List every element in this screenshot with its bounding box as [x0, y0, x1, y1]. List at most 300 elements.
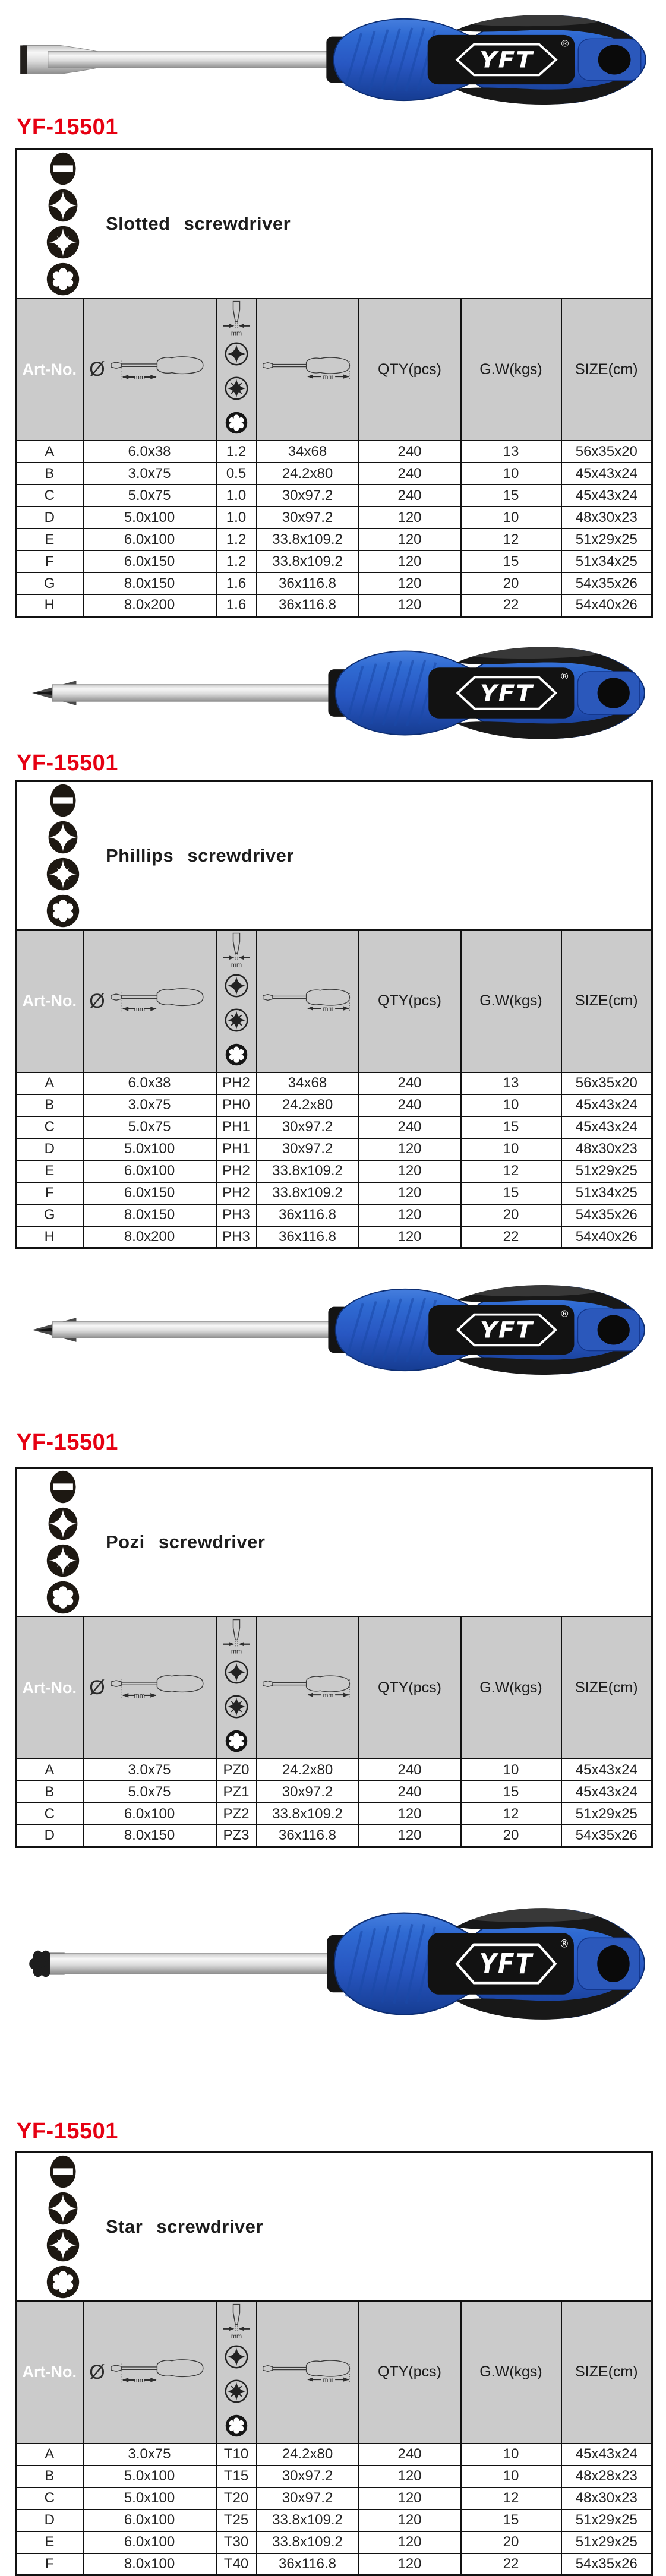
cell-gw: 10	[461, 507, 561, 529]
brand-logo: YFT	[480, 681, 534, 707]
slotted-icon	[45, 150, 81, 187]
cell-art-no: G	[16, 572, 83, 594]
svg-text:mm: mm	[134, 1692, 145, 1700]
model-number: YF-15501	[17, 2119, 666, 2144]
cell-handle-size: 36x116.8	[257, 1226, 359, 1248]
cell-art-no: A	[16, 1759, 83, 1781]
col-header-shaft-dim	[83, 930, 216, 1072]
cell-size: 54x40x26	[561, 1226, 652, 1248]
cell-gw: 20	[461, 572, 561, 594]
highlight	[450, 1284, 599, 1296]
col-header-art-no: Art-No.	[16, 298, 83, 441]
torx-size-icon	[219, 1037, 254, 1072]
shaft-dimension-drawing	[108, 354, 210, 385]
brand-logo: YFT	[479, 1948, 534, 1980]
svg-text:mm: mm	[134, 2377, 145, 2384]
cell-art-no: C	[16, 1803, 83, 1825]
cell-art-no: C	[16, 1116, 83, 1138]
col-header-qty: QTY(pcs)	[359, 298, 461, 441]
cell-size: 51x29x25	[561, 2531, 652, 2553]
col-header-qty: QTY(pcs)	[359, 2301, 461, 2444]
brand-logo: YFT	[480, 1318, 534, 1343]
phillips-icon	[45, 819, 81, 856]
cell-gw: 10	[461, 2466, 561, 2488]
col-header-handle-dim	[257, 1616, 359, 1759]
cell-shaft-size: 5.0x100	[83, 1138, 216, 1160]
handle-dimension-drawing	[260, 354, 356, 385]
table-row	[16, 507, 652, 529]
cell-gw: 12	[461, 1160, 561, 1182]
cell-shaft-size: 3.0x75	[83, 1094, 216, 1116]
pozi-icon	[45, 2227, 81, 2264]
pozi-icon	[45, 1542, 81, 1579]
product-figure	[13, 5, 652, 115]
cell-size: 45x43x24	[561, 1759, 652, 1781]
cell-shaft-size: 5.0x100	[83, 2466, 216, 2488]
torx-size-icon	[219, 1724, 254, 1758]
svg-text:mm: mm	[134, 1006, 145, 1013]
cell-tip-size: PH1	[216, 1138, 257, 1160]
screwdriver-type-icon	[45, 782, 81, 929]
shaft-dimension-drawing	[108, 986, 210, 1017]
product-image-pozi	[18, 1275, 651, 1385]
cell-qty: 120	[359, 2553, 461, 2575]
cell-shaft-size: 3.0x75	[83, 463, 216, 485]
phillips-size-icon	[219, 2340, 254, 2374]
torx-size-icon	[219, 2409, 254, 2443]
table-row	[16, 2531, 652, 2553]
cell-tip-size: 1.0	[216, 485, 257, 507]
table-row	[16, 485, 652, 507]
table-row	[16, 1825, 652, 1847]
cell-gw: 10	[461, 463, 561, 485]
cell-size: 45x43x24	[561, 1781, 652, 1803]
cell-qty: 240	[359, 1094, 461, 1116]
col-header-gw: G.W(kgs)	[461, 1616, 561, 1759]
cell-tip-size: PZ2	[216, 1803, 257, 1825]
cell-size: 54x35x26	[561, 1825, 652, 1847]
torx-size-icon	[219, 406, 254, 440]
cell-art-no: E	[16, 1160, 83, 1182]
table-title-row	[16, 1468, 652, 1617]
cell-gw: 12	[461, 529, 561, 550]
pozi-size-icon	[219, 2374, 254, 2409]
col-header-tip-size	[216, 930, 257, 1072]
cell-art-no: F	[16, 1182, 83, 1204]
cell-qty: 240	[359, 441, 461, 463]
cell-art-no: E	[16, 529, 83, 550]
cell-tip-size: PZ0	[216, 1759, 257, 1781]
col-header-shaft-dim	[83, 298, 216, 441]
cell-shaft-size: 6.0x150	[83, 1182, 216, 1204]
registered-mark: ®	[560, 670, 569, 681]
cell-handle-size: 34x68	[257, 441, 359, 463]
product-section	[0, 1275, 666, 1848]
product-section	[0, 5, 666, 618]
handle	[334, 1907, 645, 2019]
cell-qty: 240	[359, 485, 461, 507]
cell-art-no: C	[16, 2488, 83, 2509]
cell-size: 51x29x25	[561, 529, 652, 550]
svg-text:mm: mm	[323, 374, 333, 381]
cell-size: 54x40x26	[561, 594, 652, 616]
cell-tip-size: PZ1	[216, 1781, 257, 1803]
product-figure	[15, 1895, 651, 2032]
handle-dimension-drawing	[260, 1672, 356, 1703]
cell-handle-size: 30x97.2	[257, 485, 359, 507]
cell-shaft-size: 8.0x150	[83, 1204, 216, 1226]
cell-handle-size: 30x97.2	[257, 507, 359, 529]
model-number: YF-15501	[17, 1430, 666, 1455]
star-icon	[45, 893, 81, 929]
cell-gw: 10	[461, 1138, 561, 1160]
cell-gw: 13	[461, 1072, 561, 1094]
table-row	[16, 1094, 652, 1116]
cell-gw: 22	[461, 1226, 561, 1248]
cell-art-no: A	[16, 441, 83, 463]
col-header-gw: G.W(kgs)	[461, 298, 561, 441]
col-header-shaft-dim	[83, 2301, 216, 2444]
pozi-size-icon	[219, 371, 254, 406]
cell-gw: 20	[461, 1204, 561, 1226]
cell-qty: 120	[359, 1138, 461, 1160]
cell-size: 48x30x23	[561, 2488, 652, 2509]
cell-handle-size: 30x97.2	[257, 2466, 359, 2488]
table-row	[16, 441, 652, 463]
screwdriver-type-icon	[45, 150, 81, 298]
shaft	[48, 52, 330, 68]
cell-size: 56x35x20	[561, 441, 652, 463]
cell-shaft-size: 5.0x100	[83, 507, 216, 529]
table-row	[16, 1226, 652, 1248]
product-section	[0, 637, 666, 1249]
cell-handle-size: 30x97.2	[257, 1116, 359, 1138]
cell-shaft-size: 6.0x150	[83, 550, 216, 572]
cell-qty: 120	[359, 1226, 461, 1248]
cell-handle-size: 36x116.8	[257, 1825, 359, 1847]
handle	[334, 14, 646, 105]
table-row	[16, 572, 652, 594]
cell-art-no: F	[16, 2553, 83, 2575]
cell-handle-size: 33.8x109.2	[257, 550, 359, 572]
cell-gw: 22	[461, 594, 561, 616]
cell-tip-size: T10	[216, 2444, 257, 2466]
cell-qty: 120	[359, 507, 461, 529]
cell-handle-size: 33.8x109.2	[257, 1160, 359, 1182]
table-title-row	[16, 2152, 652, 2301]
spec-table	[15, 2151, 653, 2576]
cell-size: 54x35x26	[561, 2553, 652, 2575]
cell-qty: 120	[359, 1803, 461, 1825]
cell-tip-size: PH3	[216, 1204, 257, 1226]
handle	[336, 1284, 645, 1375]
table-title: Star screwdriver	[106, 2216, 263, 2238]
cell-art-no: D	[16, 1138, 83, 1160]
cell-qty: 240	[359, 1072, 461, 1094]
phillips-size-icon	[219, 337, 254, 371]
cell-shaft-size: 5.0x75	[83, 1781, 216, 1803]
pozi-size-icon	[219, 1003, 254, 1037]
product-figure	[18, 1275, 651, 1385]
registered-mark: ®	[560, 39, 570, 49]
col-header-qty: QTY(pcs)	[359, 930, 461, 1072]
registered-mark: ®	[560, 1309, 569, 1319]
table-row	[16, 1759, 652, 1781]
cell-art-no: B	[16, 2466, 83, 2488]
shaft	[52, 684, 331, 701]
col-header-tip-size	[216, 1616, 257, 1759]
handle-dimension-drawing	[260, 2357, 356, 2388]
slotted-icon	[45, 782, 81, 819]
cell-size: 48x30x23	[561, 507, 652, 529]
catalog-page	[0, 5, 666, 2576]
col-header-shaft-dim	[83, 1616, 216, 1759]
table-row	[16, 2509, 652, 2531]
table-row	[16, 1803, 652, 1825]
table-row	[16, 1072, 652, 1094]
cell-shaft-size: 6.0x38	[83, 1072, 216, 1094]
col-header-handle-dim	[257, 2301, 359, 2444]
spec-table	[15, 148, 653, 618]
cell-handle-size: 33.8x109.2	[257, 1182, 359, 1204]
col-header-size: SIZE(cm)	[561, 930, 652, 1072]
model-number: YF-15501	[17, 751, 666, 776]
table-row	[16, 1138, 652, 1160]
cell-size: 51x34x25	[561, 550, 652, 572]
cell-handle-size: 24.2x80	[257, 463, 359, 485]
blade-width-drawing	[217, 299, 255, 337]
cell-handle-size: 36x116.8	[257, 2553, 359, 2575]
cell-art-no: B	[16, 463, 83, 485]
cell-shaft-size: 8.0x100	[83, 2553, 216, 2575]
cell-handle-size: 30x97.2	[257, 1138, 359, 1160]
col-header-handle-dim	[257, 298, 359, 441]
col-header-tip-size	[216, 2301, 257, 2444]
cell-size: 48x30x23	[561, 1138, 652, 1160]
cell-tip-size: PH1	[216, 1116, 257, 1138]
cell-handle-size: 30x97.2	[257, 2488, 359, 2509]
cell-art-no: E	[16, 2531, 83, 2553]
col-header-art-no: Art-No.	[16, 2301, 83, 2444]
screwdriver-type-icon	[45, 2153, 81, 2300]
pozi-size-icon	[219, 1689, 254, 1724]
cell-art-no: C	[16, 485, 83, 507]
svg-text:mm: mm	[231, 961, 241, 969]
shaft	[52, 1322, 331, 1338]
cell-tip-size: PZ3	[216, 1825, 257, 1847]
handle-dimension-drawing	[260, 986, 356, 1017]
cell-gw: 13	[461, 441, 561, 463]
cell-qty: 240	[359, 463, 461, 485]
screwdriver-type-icon	[45, 1469, 81, 1616]
shaft-dimension-drawing	[108, 1672, 210, 1703]
cell-shaft-size: 3.0x75	[83, 1759, 216, 1781]
cell-size: 45x43x24	[561, 463, 652, 485]
cell-shaft-size: 5.0x75	[83, 1116, 216, 1138]
cell-tip-size: PH2	[216, 1072, 257, 1094]
cell-gw: 12	[461, 2488, 561, 2509]
hang-hole	[598, 1315, 630, 1345]
slotted-icon	[45, 1469, 81, 1505]
col-header-handle-dim	[257, 930, 359, 1072]
star-icon	[45, 261, 81, 298]
cell-tip-size: 1.6	[216, 594, 257, 616]
cell-qty: 120	[359, 1825, 461, 1847]
handle	[336, 646, 645, 739]
col-header-qty: QTY(pcs)	[359, 1616, 461, 1759]
cell-handle-size: 24.2x80	[257, 1094, 359, 1116]
svg-text:mm: mm	[323, 1692, 333, 1699]
table-row	[16, 1781, 652, 1803]
phillips-size-icon	[219, 1655, 254, 1689]
col-header-size: SIZE(cm)	[561, 1616, 652, 1759]
table-row	[16, 1182, 652, 1204]
table-row	[16, 550, 652, 572]
table-title-row	[16, 150, 652, 299]
cell-shaft-size: 8.0x200	[83, 594, 216, 616]
cell-shaft-size: 8.0x150	[83, 572, 216, 594]
cell-size: 54x35x26	[561, 572, 652, 594]
product-section	[0, 1895, 666, 2576]
svg-text:mm: mm	[134, 374, 145, 381]
table-row	[16, 529, 652, 550]
shaft-dimension-drawing	[108, 2357, 210, 2388]
svg-text:mm: mm	[231, 2333, 241, 2340]
cell-handle-size: 33.8x109.2	[257, 529, 359, 550]
cell-tip-size: T20	[216, 2488, 257, 2509]
cell-gw: 15	[461, 1182, 561, 1204]
cell-gw: 12	[461, 1803, 561, 1825]
table-header-row	[16, 2301, 652, 2444]
cell-qty: 120	[359, 594, 461, 616]
cell-shaft-size: 8.0x150	[83, 1825, 216, 1847]
blade-width-drawing	[217, 931, 255, 969]
cell-handle-size: 36x116.8	[257, 594, 359, 616]
phillips-icon	[45, 1505, 81, 1542]
cell-gw: 15	[461, 1116, 561, 1138]
registered-mark: ®	[560, 1938, 569, 1950]
cell-size: 51x29x25	[561, 1160, 652, 1182]
cell-gw: 15	[461, 485, 561, 507]
cell-shaft-size: 6.0x100	[83, 1803, 216, 1825]
highlight	[450, 1907, 599, 1922]
slotted-icon	[45, 2153, 81, 2190]
cell-size: 51x34x25	[561, 1182, 652, 1204]
diameter-symbol: Ø	[89, 1678, 105, 1698]
cell-tip-size: PH0	[216, 1094, 257, 1116]
cell-gw: 20	[461, 1825, 561, 1847]
pozi-icon	[45, 856, 81, 893]
cell-qty: 120	[359, 1182, 461, 1204]
phillips-size-icon	[219, 969, 254, 1003]
col-header-art-no: Art-No.	[16, 1616, 83, 1759]
table-header-row	[16, 1616, 652, 1759]
cell-handle-size: 24.2x80	[257, 1759, 359, 1781]
cell-art-no: H	[16, 594, 83, 616]
cell-gw: 10	[461, 1759, 561, 1781]
cell-qty: 120	[359, 2466, 461, 2488]
cell-handle-size: 24.2x80	[257, 2444, 359, 2466]
shaft	[50, 1953, 330, 1974]
blade-width-drawing	[217, 1617, 255, 1655]
cell-tip-size: T15	[216, 2466, 257, 2488]
diameter-symbol: Ø	[89, 2362, 105, 2382]
cell-gw: 10	[461, 2444, 561, 2466]
col-header-tip-size	[216, 298, 257, 441]
cell-handle-size: 36x116.8	[257, 572, 359, 594]
cell-qty: 120	[359, 550, 461, 572]
cell-art-no: A	[16, 1072, 83, 1094]
cell-art-no: D	[16, 507, 83, 529]
cell-tip-size: T25	[216, 2509, 257, 2531]
table-row	[16, 1160, 652, 1182]
cell-shaft-size: 6.0x100	[83, 529, 216, 550]
cell-art-no: D	[16, 1825, 83, 1847]
table-title-row	[16, 781, 652, 930]
table-header-row	[16, 298, 652, 441]
cell-handle-size: 30x97.2	[257, 1781, 359, 1803]
cell-shaft-size: 6.0x100	[83, 2531, 216, 2553]
cell-size: 45x43x24	[561, 2444, 652, 2466]
table-row	[16, 463, 652, 485]
cell-gw: 15	[461, 2509, 561, 2531]
hang-hole	[598, 45, 631, 75]
cell-tip-size: PH3	[216, 1226, 257, 1248]
cell-size: 54x35x26	[561, 1204, 652, 1226]
cell-handle-size: 33.8x109.2	[257, 2509, 359, 2531]
hang-hole	[598, 678, 630, 708]
cell-tip-size: 1.2	[216, 550, 257, 572]
spec-table	[15, 1467, 653, 1848]
product-image-star	[15, 1895, 651, 2032]
cell-size: 51x29x25	[561, 2509, 652, 2531]
cell-handle-size: 33.8x109.2	[257, 1803, 359, 1825]
cell-shaft-size: 8.0x200	[83, 1226, 216, 1248]
phillips-icon	[45, 187, 81, 224]
star-icon	[45, 2264, 81, 2300]
col-header-gw: G.W(kgs)	[461, 2301, 561, 2444]
cell-tip-size: PH2	[216, 1160, 257, 1182]
diameter-symbol: Ø	[89, 359, 105, 379]
spec-table	[15, 780, 653, 1249]
highlight	[450, 646, 599, 659]
cell-handle-size: 33.8x109.2	[257, 2531, 359, 2553]
cell-tip-size: T40	[216, 2553, 257, 2575]
cell-qty: 120	[359, 1160, 461, 1182]
brand-logo: YFT	[479, 48, 534, 73]
cell-art-no: B	[16, 1781, 83, 1803]
col-header-art-no: Art-No.	[16, 930, 83, 1072]
cell-qty: 120	[359, 572, 461, 594]
cell-tip-size: 0.5	[216, 463, 257, 485]
table-title: Slotted screwdriver	[106, 213, 291, 235]
pozi-icon	[45, 224, 81, 261]
cell-size: 51x29x25	[561, 1803, 652, 1825]
diameter-symbol: Ø	[89, 991, 105, 1011]
table-row	[16, 1116, 652, 1138]
cell-qty: 120	[359, 2531, 461, 2553]
cell-handle-size: 34x68	[257, 1072, 359, 1094]
cell-shaft-size: 6.0x100	[83, 2509, 216, 2531]
svg-text:mm: mm	[231, 1648, 241, 1655]
highlight	[450, 14, 601, 26]
cell-tip-size: 1.2	[216, 441, 257, 463]
cell-shaft-size: 5.0x100	[83, 2488, 216, 2509]
cell-handle-size: 36x116.8	[257, 1204, 359, 1226]
cell-qty: 240	[359, 1116, 461, 1138]
cell-shaft-size: 6.0x100	[83, 1160, 216, 1182]
product-image-slotted	[13, 5, 652, 115]
